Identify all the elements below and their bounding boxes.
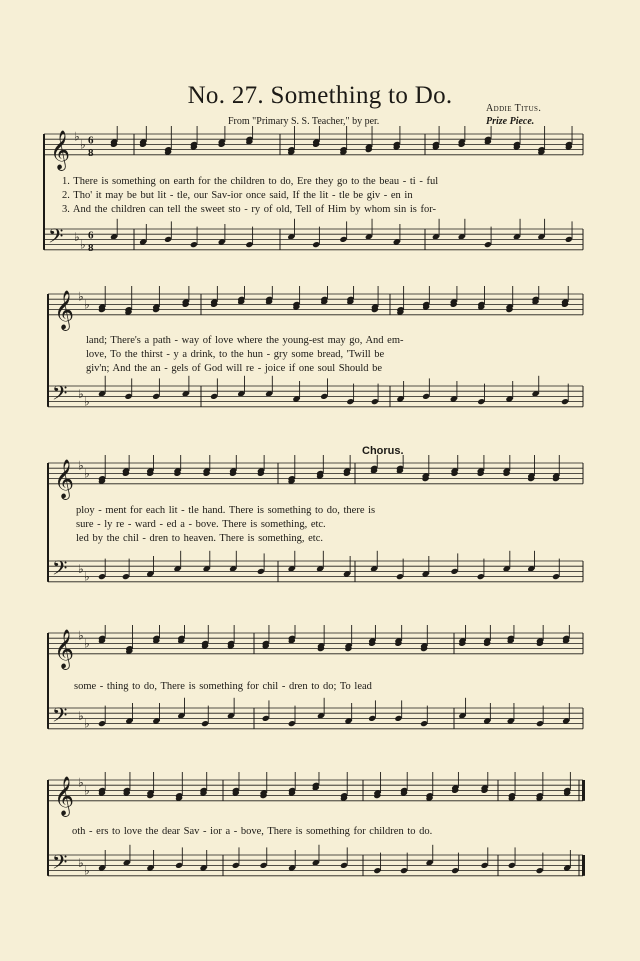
flat-icon: ♭ xyxy=(80,237,86,252)
flat-icon: ♭ xyxy=(78,289,84,304)
time-signature: 6 xyxy=(88,229,94,242)
lyric-line-s4-v1: some - thing to do, There is something for chil - dren to do; To lead xyxy=(74,681,372,692)
bass-clef-icon: 𝄢 xyxy=(52,556,68,585)
chorus-label: Chorus. xyxy=(362,445,404,457)
time-signature: 8 xyxy=(88,146,94,159)
author-credit: Addie Titus. xyxy=(486,103,542,114)
lyric-line-s1-v2: 2. Tho' it may be but lit - tle, our Sav-ior once said, If the lit - tle be giv - en in xyxy=(62,190,413,201)
flat-icon: ♭ xyxy=(78,561,84,576)
lyric-line-s2-v3: giv'n; And the an - gels of God will re - joice if one soul Should be xyxy=(86,363,383,374)
flat-icon: ♭ xyxy=(78,386,84,401)
lyric-line-s3-v3: led by the chil - dren to heaven. There is something, etc. xyxy=(76,533,323,544)
bass-clef-icon: 𝄢 xyxy=(52,850,68,879)
hymn-title: No. 27. Something to Do. xyxy=(187,82,453,109)
flat-icon: ♭ xyxy=(84,569,90,584)
lyric-line-s2-v2: love, To the thirst - y a drink, to the hun - gry some bread, 'Twill be xyxy=(86,349,385,360)
lyric-line-s3-v2: sure - ly re - ward - ed a - bove. There is something, etc. xyxy=(76,519,326,530)
treble-clef-icon: 𝄞 xyxy=(54,628,75,669)
time-signature: 6 xyxy=(88,134,94,147)
flat-icon: ♭ xyxy=(78,458,84,473)
lyric-line-s5-v1: oth - ers to love the dear Sav - ior a - bove, There is something for children to do. xyxy=(72,826,433,837)
source-credit: From "Primary S. S. Teacher," by per. xyxy=(228,116,380,127)
flat-icon: ♭ xyxy=(74,129,80,144)
flat-icon: ♭ xyxy=(84,394,90,409)
flat-icon: ♭ xyxy=(84,716,90,731)
lyric-line-s3-v1: ploy - ment for each lit - tle hand. There is something to do, there is xyxy=(76,505,376,516)
flat-icon: ♭ xyxy=(80,137,86,152)
bass-clef-icon: 𝄢 xyxy=(52,703,68,732)
treble-clef-icon: 𝄞 xyxy=(54,289,75,330)
flat-icon: ♭ xyxy=(84,466,90,481)
flat-icon: ♭ xyxy=(84,636,90,651)
prize-note: Prize Piece. xyxy=(486,116,535,127)
flat-icon: ♭ xyxy=(78,708,84,723)
time-signature: 8 xyxy=(88,241,94,254)
treble-clef-icon: 𝄞 xyxy=(54,458,75,499)
flat-icon: ♭ xyxy=(74,229,80,244)
lyric-line-s1-v3: 3. And the children can tell the sweet sto - ry of old, Tell of Him by whom sin is for- xyxy=(62,204,437,215)
final-bar xyxy=(582,780,585,801)
flat-icon: ♭ xyxy=(78,628,84,643)
flat-icon: ♭ xyxy=(84,863,90,878)
treble-clef-icon: 𝄞 xyxy=(50,129,71,170)
flat-icon: ♭ xyxy=(84,783,90,798)
flat-icon: ♭ xyxy=(78,855,84,870)
flat-icon: ♭ xyxy=(78,775,84,790)
bass-clef-icon: 𝄢 xyxy=(48,224,64,253)
lyric-line-s1-v1: 1. There is something on earth for the children to do, Ere they go to the beau - ti - ful xyxy=(62,176,439,187)
treble-clef-icon: 𝄞 xyxy=(54,775,75,816)
lyric-line-s2-v1: land; There's a path - way of love where the young-est may go, And em- xyxy=(86,335,404,346)
bass-clef-icon: 𝄢 xyxy=(52,381,68,410)
flat-icon: ♭ xyxy=(84,297,90,312)
final-bar xyxy=(582,855,585,876)
